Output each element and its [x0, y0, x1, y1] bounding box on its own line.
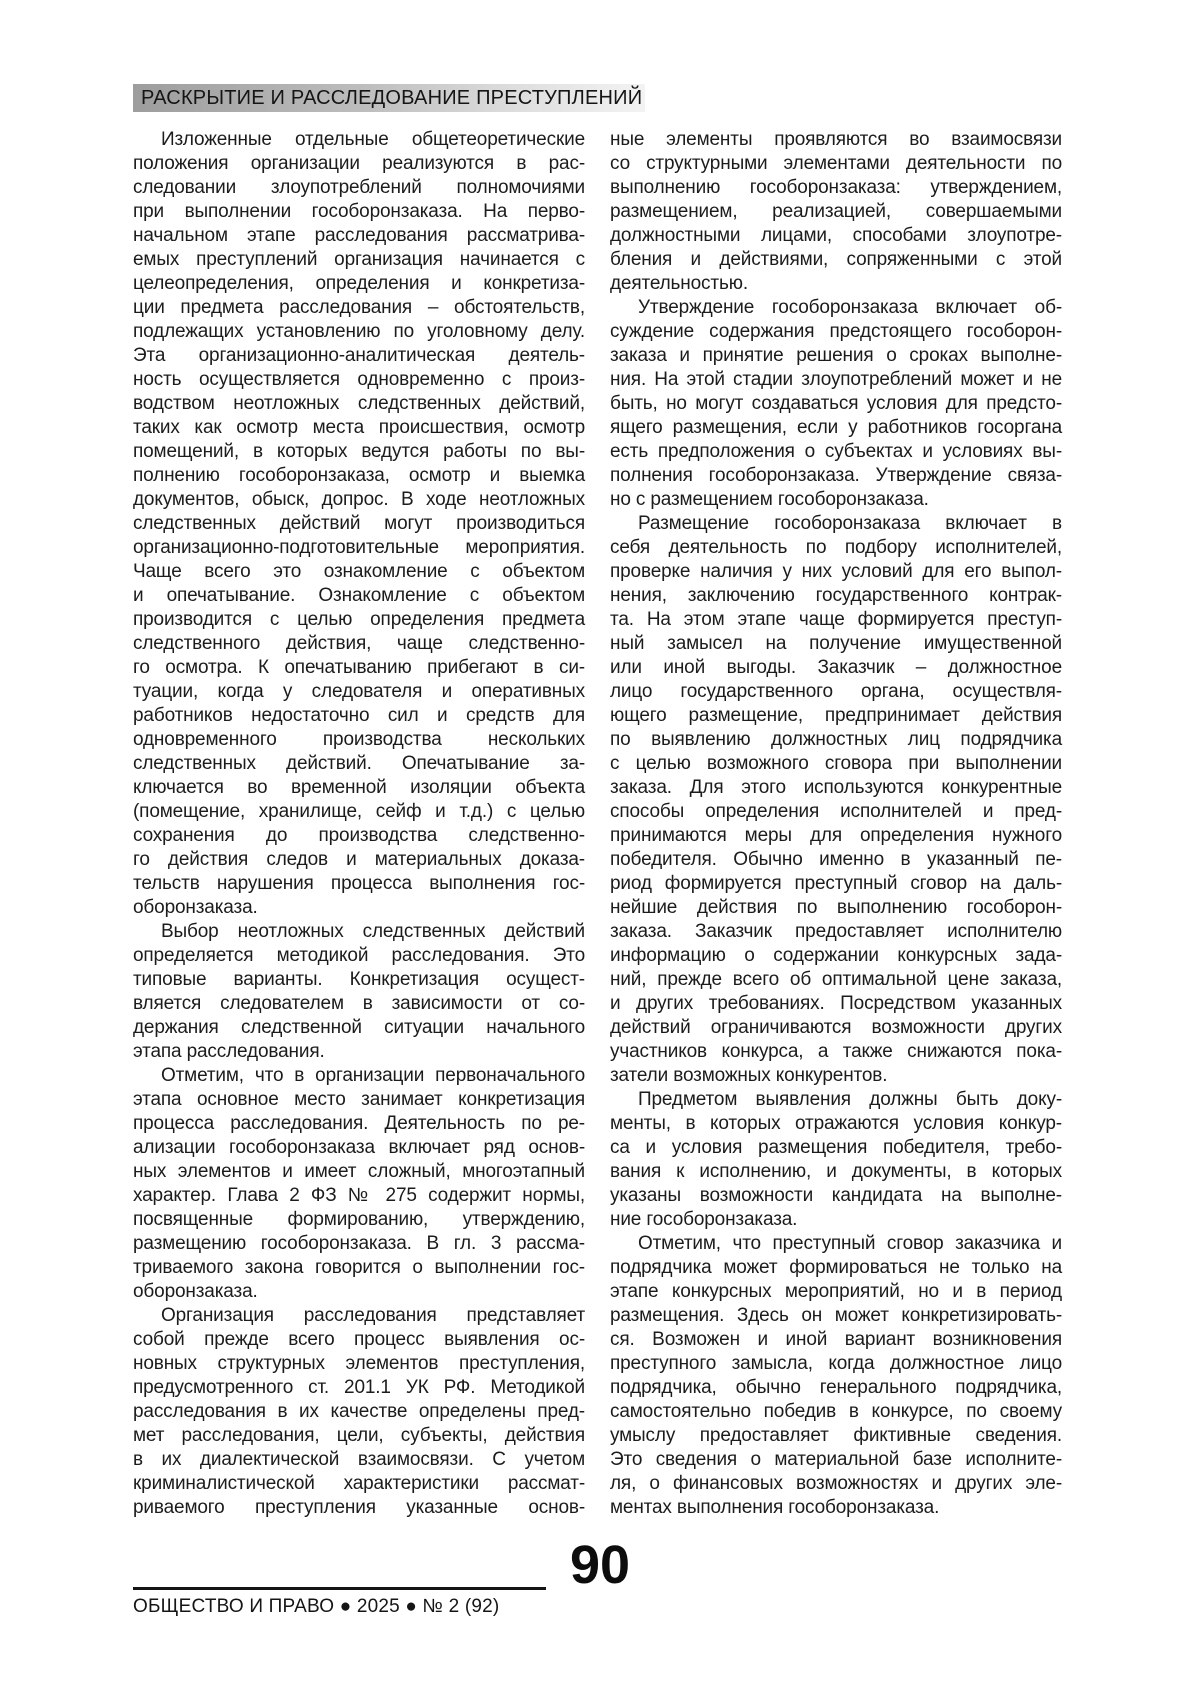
text-line: организационно-подготовительные мероприятия. — [133, 537, 585, 558]
text-line: принимаются меры для определения нужного — [610, 825, 1062, 846]
text-line: ния. На этой стадии злоупотреблений может и не — [610, 369, 1062, 390]
text-line: предусмотренного ст. 201.1 УК РФ. Методикой — [133, 1377, 585, 1398]
text-column-right — [610, 128, 1062, 1520]
text-line: бления и действиями, сопряженными с этой — [610, 249, 1062, 270]
text-line: типовые варианты. Конкретизация осущест- — [133, 969, 585, 990]
text-line: ся. Возможен и иной вариант возникновения — [610, 1329, 1062, 1350]
text-line: деятельностью. — [610, 273, 748, 294]
text-line: собой прежде всего процесс выявления ос- — [133, 1329, 585, 1350]
text-line: ных элементов и имеет сложный, многоэтапный — [133, 1161, 585, 1182]
text-line: ализации гособоронзаказа включает ряд основ- — [133, 1137, 585, 1158]
text-line: посвященные формированию, утверждению, — [133, 1209, 585, 1230]
journal-footer: ОБЩЕСТВО И ПРАВО ● 2025 ● № 2 (92) — [133, 1596, 500, 1617]
text-line: Выбор неотложных следственных действий — [161, 921, 585, 942]
text-line: указаны возможности кандидата на выполне- — [610, 1185, 1062, 1206]
text-line: выполнению гособоронзаказа: утверждением, — [610, 177, 1062, 198]
text-line: в их диалектической взаимосвязи. С учетом — [133, 1449, 585, 1470]
text-line: самостоятельно победив в конкурсе, по своему — [610, 1401, 1062, 1422]
text-line: са и условия размещения победителя, требо- — [610, 1137, 1062, 1158]
text-line: затели возможных конкурентов. — [610, 1065, 888, 1086]
text-line: ный замысел на получение имущественной — [610, 633, 1062, 654]
text-line: размещения. Здесь он может конкретизировать- — [610, 1305, 1062, 1326]
text-line: и опечатывание. Ознакомление с объектом — [133, 585, 585, 606]
text-line: Изложенные отдельные общетеоретические — [161, 129, 585, 150]
text-line: но с размещением гособоронзаказа. — [610, 489, 929, 510]
text-line: этапа расследования. — [133, 1041, 325, 1062]
text-line: менты, в которых отражаются условия конкур- — [610, 1113, 1062, 1134]
text-line: производится с целью определения предмета — [133, 609, 585, 630]
text-line: ющего размещение, предпринимает действия — [610, 705, 1062, 726]
text-line: размещением, реализацией, совершаемыми — [610, 201, 1062, 222]
text-line: помещений, в которых ведутся работы по вы- — [133, 441, 585, 462]
text-line: ние гособоронзаказа. — [610, 1209, 798, 1230]
text-line: заказа и принятие решения о сроках выполне- — [610, 345, 1062, 366]
text-line: Отметим, что преступный сговор заказчика и — [638, 1233, 1062, 1254]
text-line: по выявлению должностных лиц подрядчика — [610, 729, 1062, 750]
text-line: та. На этом этапе чаще формируется преступ- — [610, 609, 1062, 630]
footer-rule — [133, 1587, 546, 1590]
text-line: размещению гособоронзаказа. В гл. 3 рассма- — [133, 1233, 585, 1254]
text-line: полнения гособоронзаказа. Утверждение связа- — [610, 465, 1062, 486]
text-line: должностными лицами, способами злоупотре- — [610, 225, 1062, 246]
text-line: при выполнении гособоронзаказа. На перво- — [133, 201, 585, 222]
text-line: лицо государственного органа, осуществля- — [610, 681, 1062, 702]
text-line: следственного действия, чаще следственно- — [133, 633, 585, 654]
text-line: процесса расследования. Деятельность по ре- — [133, 1113, 585, 1134]
text-line: подрядчика может формироваться не только на — [610, 1257, 1062, 1278]
text-line: себя деятельность по подбору исполнителей, — [610, 537, 1062, 558]
text-line: таких как осмотр места происшествия, осмотр — [133, 417, 585, 438]
text-line: следственных действий могут производиться — [133, 513, 585, 534]
text-line: со структурными элементами деятельности по — [610, 153, 1062, 174]
text-line: го осмотра. К опечатыванию прибегают в си- — [133, 657, 585, 678]
text-line: оборонзаказа. — [133, 1281, 258, 1302]
text-line: документов, обыск, допрос. В ходе неотложных — [133, 489, 585, 510]
text-line: подрядчика, обычно генерального подрядчика, — [610, 1377, 1062, 1398]
text-line: нения, заключению государственного контрак- — [610, 585, 1062, 606]
text-line: го действия следов и материальных доказа- — [133, 849, 585, 870]
section-header-band — [133, 84, 645, 112]
text-line: или иной выгоды. Заказчик – должностное — [610, 657, 1062, 678]
text-line: этапа основное место занимает конкретизация — [133, 1089, 585, 1110]
text-line: расследования в их качестве определены пред- — [133, 1401, 585, 1422]
text-line: Чаще всего это ознакомление с объектом — [133, 561, 585, 582]
text-line: ментах выполнения гособоронзаказа. — [610, 1497, 940, 1518]
text-line: одновременного производства нескольких — [133, 729, 585, 750]
text-line: новных структурных элементов преступления, — [133, 1353, 585, 1374]
text-line: Предметом выявления должны быть доку- — [638, 1089, 1062, 1110]
text-line: криминалистической характеристики рассмат- — [133, 1473, 585, 1494]
text-line: Это сведения о материальной базе исполните- — [610, 1449, 1062, 1470]
text-line: есть предположения о субъектах и условиях вы- — [610, 441, 1062, 462]
text-line: умыслу предоставляет фиктивные сведения. — [610, 1425, 1062, 1446]
text-line: Утверждение гособоронзаказа включает об- — [638, 297, 1062, 318]
text-line: тельств нарушения процесса выполнения гос- — [133, 873, 585, 894]
text-line: следственных действий. Опечатывание за- — [133, 753, 585, 774]
text-line: следовании злоупотреблений полномочиями — [133, 177, 585, 198]
text-line: и других требованиях. Посредством указанных — [610, 993, 1062, 1014]
text-line: (помещение, хранилище, сейф и т.д.) с целью — [133, 801, 585, 822]
text-line: ний, прежде всего об оптимальной цене заказа, — [610, 969, 1062, 990]
text-line: вания к исполнению, и документы, в которых — [610, 1161, 1062, 1182]
text-line: водством неотложных следственных действий, — [133, 393, 585, 414]
text-line: вляется следователем в зависимости от со- — [133, 993, 585, 1014]
text-line: ность осуществляется одновременно с произ- — [133, 369, 585, 390]
text-line: сохранения до производства следственно- — [133, 825, 585, 846]
text-line: победителя. Обычно именно в указанный пе- — [610, 849, 1062, 870]
text-line: оборонзаказа. — [133, 897, 258, 918]
text-line: риод формируется преступный сговор на даль- — [610, 873, 1062, 894]
text-line: нейшие действия по выполнению гособорон- — [610, 897, 1062, 918]
text-line: участников конкурса, а также снижаются пока- — [610, 1041, 1062, 1062]
text-line: преступного замысла, когда должностное лицо — [610, 1353, 1062, 1374]
text-line: полнению гособоронзаказа, осмотр и выемка — [133, 465, 585, 486]
text-line: заказа. Заказчик предоставляет исполнителю — [610, 921, 1062, 942]
text-column-left — [133, 128, 585, 1520]
text-line: определяется методикой расследования. Это — [133, 945, 585, 966]
page-number: 90 — [570, 1535, 631, 1595]
text-line: Отметим, что в организации первоначального — [161, 1065, 585, 1086]
text-line: действий ограничиваются возможности других — [610, 1017, 1062, 1038]
text-line: заказа. Для этого используются конкурентные — [610, 777, 1062, 798]
text-line: ключается во временной изоляции объекта — [133, 777, 585, 798]
text-line: целеопределения, определения и конкретиза- — [133, 273, 585, 294]
text-line: ции предмета расследования – обстоятельств, — [133, 297, 585, 318]
text-line: держания следственной ситуации начального — [133, 1017, 585, 1038]
text-line: туации, когда у следователя и оперативных — [133, 681, 585, 702]
text-line: емых преступлений организация начинается с — [133, 249, 585, 270]
text-line: этапе конкурсных мероприятий, но и в период — [610, 1281, 1062, 1302]
text-line: проверке наличия у них условий для его выпол- — [610, 561, 1062, 582]
section-title: РАСКРЫТИЕ И РАССЛЕДОВАНИЕ ПРЕСТУПЛЕНИЙ — [141, 86, 643, 109]
text-line: характер. Глава 2 ФЗ № 275 содержит нормы, — [133, 1185, 585, 1206]
text-line: суждение содержания предстоящего гособорон- — [610, 321, 1062, 342]
text-line: способы определения исполнителей и пред- — [610, 801, 1062, 822]
text-line: триваемого закона говорится о выполнении гос- — [133, 1257, 585, 1278]
text-line: Размещение гособоронзаказа включает в — [638, 513, 1062, 534]
text-line: быть, но могут создаваться условия для предсто- — [610, 393, 1062, 414]
text-line: ящего размещения, если у работников госоргана — [610, 417, 1062, 438]
text-line: начальном этапе расследования рассматрива- — [133, 225, 585, 246]
text-line: мет расследования, цели, субъекты, действия — [133, 1425, 585, 1446]
text-line: риваемого преступления указанные основ- — [133, 1497, 585, 1518]
text-line: Эта организационно-аналитическая деятель- — [133, 345, 585, 366]
text-line: Организация расследования представляет — [161, 1305, 585, 1326]
article-body — [133, 128, 1062, 1520]
text-line: с целью возможного сговора при выполнении — [610, 753, 1062, 774]
text-line: ные элементы проявляются во взаимосвязи — [610, 129, 1062, 150]
text-line: ля, о финансовых возможностях и других эле- — [610, 1473, 1062, 1494]
text-line: информацию о содержании конкурсных зада- — [610, 945, 1062, 966]
text-line: подлежащих установлению по уголовному делу. — [133, 321, 585, 342]
text-line: положения организации реализуются в рас- — [133, 153, 585, 174]
text-line: работников недостаточно сил и средств для — [133, 705, 585, 726]
